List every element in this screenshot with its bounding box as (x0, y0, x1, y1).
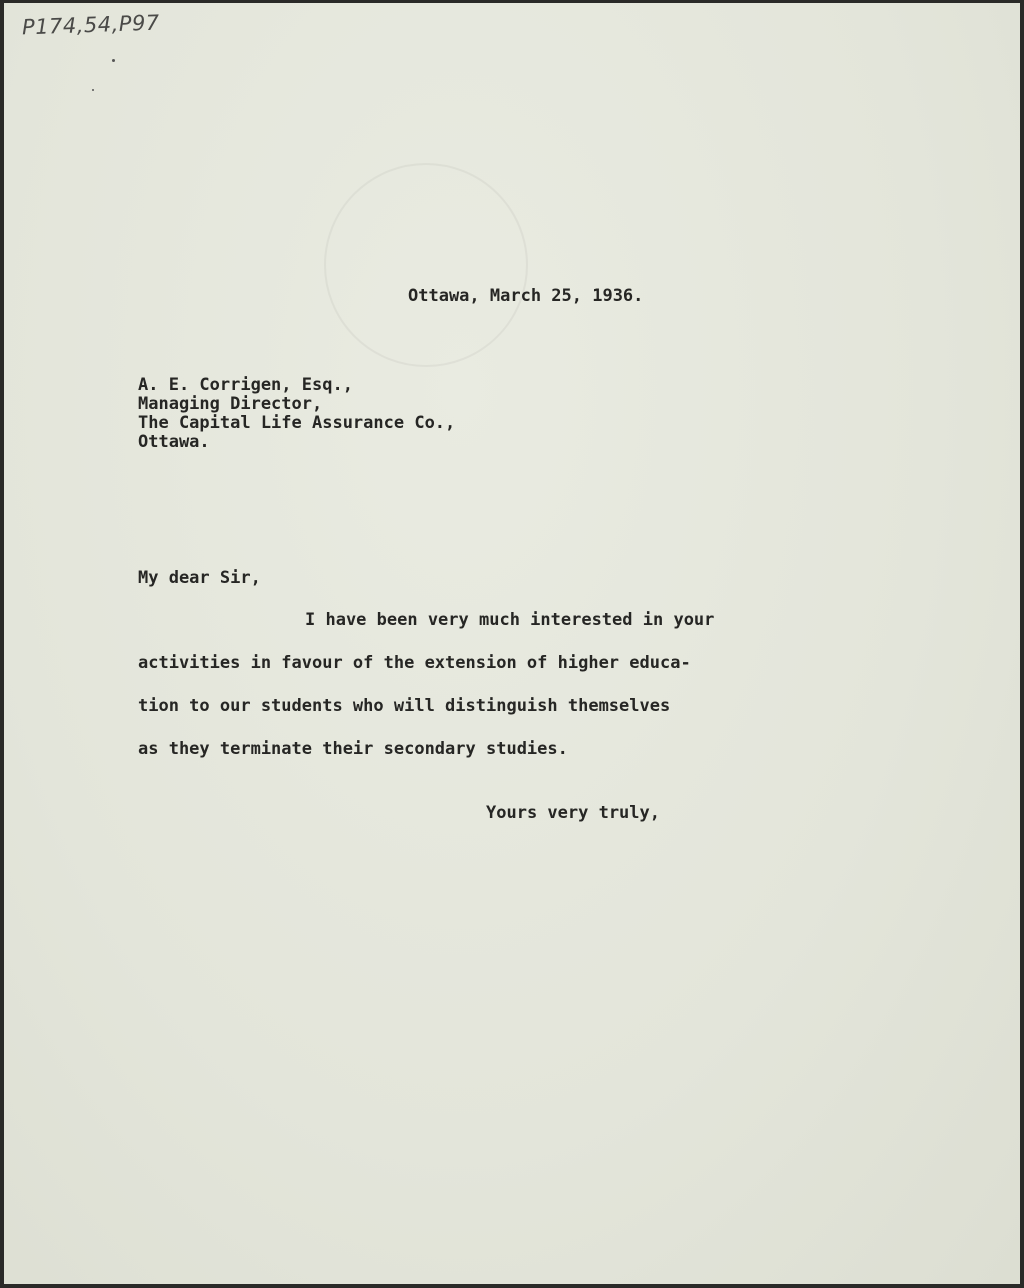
address-line-title: Managing Director, (138, 394, 323, 414)
body-line: activities in favour of the extension of higher educa- (138, 653, 691, 673)
address-line-city: Ottawa. (138, 432, 210, 452)
body-line: as they terminate their secondary studies. (138, 739, 568, 759)
faint-watermark (324, 163, 528, 367)
address-line-company: The Capital Life Assurance Co., (138, 413, 456, 433)
archive-reference: P174,54,P97 (21, 10, 161, 40)
date-line: Ottawa, March 25, 1936. (408, 286, 644, 306)
salutation: My dear Sir, (138, 568, 261, 588)
letter-page (4, 3, 1020, 1284)
body-line: tion to our students who will distinguish themselves (138, 696, 671, 716)
ink-speck (92, 89, 94, 91)
closing: Yours very truly, (486, 803, 660, 823)
ink-speck (112, 59, 115, 62)
body-line: I have been very much interested in your (305, 610, 715, 630)
address-line-recipient: A. E. Corrigen, Esq., (138, 375, 353, 395)
